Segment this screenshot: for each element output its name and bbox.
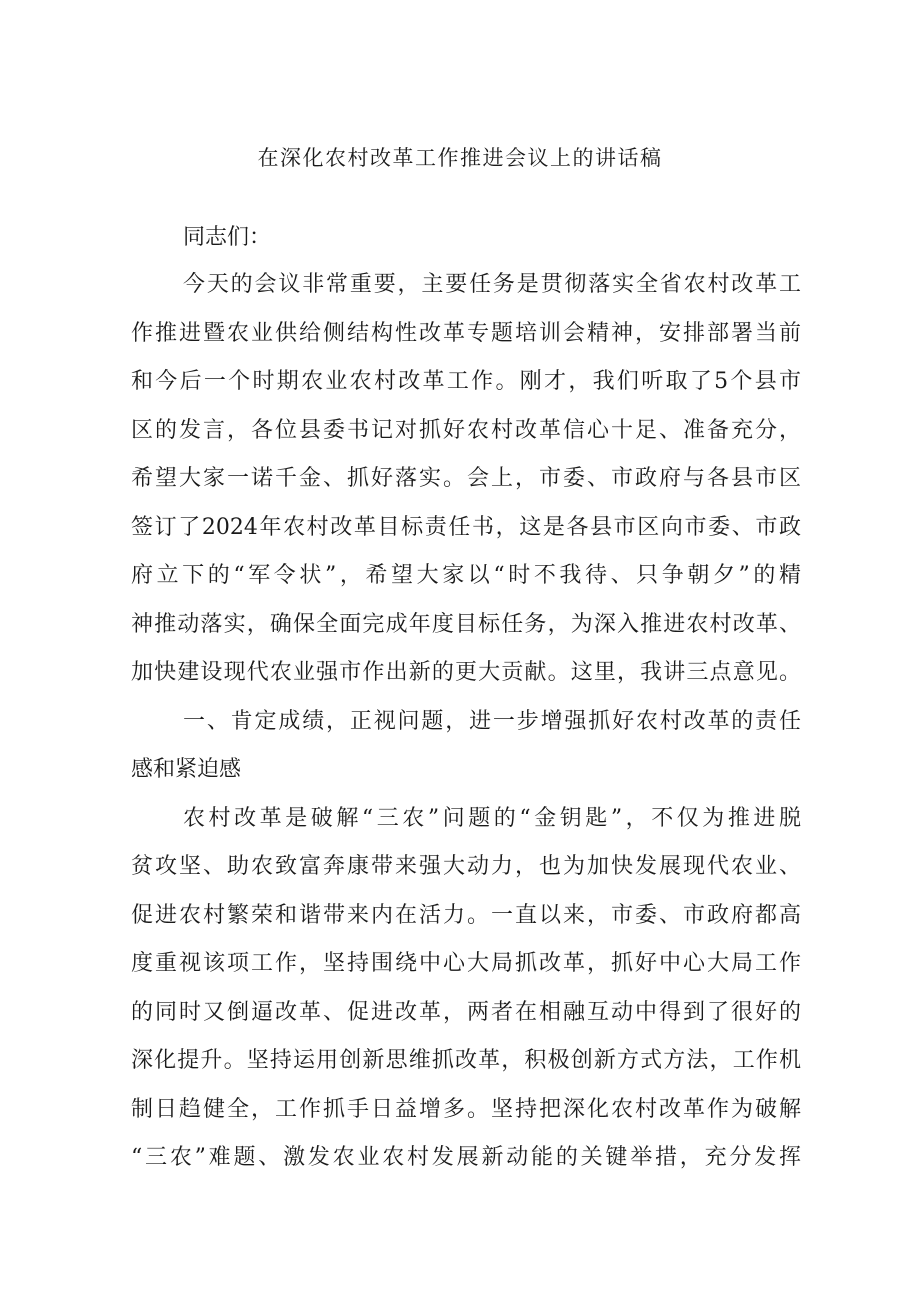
document-title: 在深化农村改革工作推进会议上的讲话稿: [257, 146, 663, 170]
paragraph-line: 的同时又倒逼改革、促进改革，两者在相融互动中得到了很好的: [131, 1000, 801, 1025]
paragraph-line: 制日趋健全，工作抓手日益增多。坚持把深化农村改革作为破解: [131, 1097, 801, 1122]
paragraph-line: 希望大家一诺千金、抓好落实。会上，市委、市政府与各县市区: [131, 466, 801, 491]
paragraph-line: 度重视该项工作，坚持围绕中心大局抓改革，抓好中心大局工作: [131, 951, 801, 976]
paragraph-line: 贫攻坚、助农致富奔康带来强大动力，也为加快发展现代农业、: [131, 854, 801, 879]
paragraph-line: 神推动落实，确保全面完成年度目标任务，为深入推进农村改革、: [131, 612, 801, 637]
salutation: 同志们：: [183, 225, 272, 250]
paragraph-line: “三农”难题、激发农业农村发展新动能的关键举措，充分发挥: [131, 1145, 801, 1170]
paragraph-line: 和今后一个时期农业农村改革工作。刚才，我们听取了5个县市: [131, 369, 801, 394]
paragraph-line: 签订了2024年农村改革目标责任书，这是各县市区向市委、市政: [131, 515, 801, 540]
paragraph-line: 府立下的“军令状”，希望大家以“时不我待、只争朝夕”的精: [131, 563, 801, 588]
paragraph-line: 加快建设现代农业强市作出新的更大贡献。这里，我讲三点意见。: [131, 660, 801, 685]
paragraph-line: 深化提升。坚持运用创新思维抓改革，积极创新方式方法，工作机: [131, 1048, 801, 1073]
paragraph-line: 农村改革是破解“三农”问题的“金钥匙”，不仅为推进脱: [183, 806, 801, 831]
paragraph-line: 区的发言，各位县委书记对抓好农村改革信心十足、准备充分，: [131, 418, 801, 443]
paragraph-line: 今天的会议非常重要，主要任务是贯彻落实全省农村改革工: [183, 272, 801, 297]
paragraph-line: 作推进暨农业供给侧结构性改革专题培训会精神，安排部署当前: [131, 321, 801, 346]
section-heading-line: 感和紧迫感: [131, 757, 242, 782]
paragraph-line: 促进农村繁荣和谐带来内在活力。一直以来，市委、市政府都高: [131, 903, 801, 928]
section-heading-line: 一、肯定成绩，正视问题，进一步增强抓好农村改革的责任: [183, 709, 801, 734]
